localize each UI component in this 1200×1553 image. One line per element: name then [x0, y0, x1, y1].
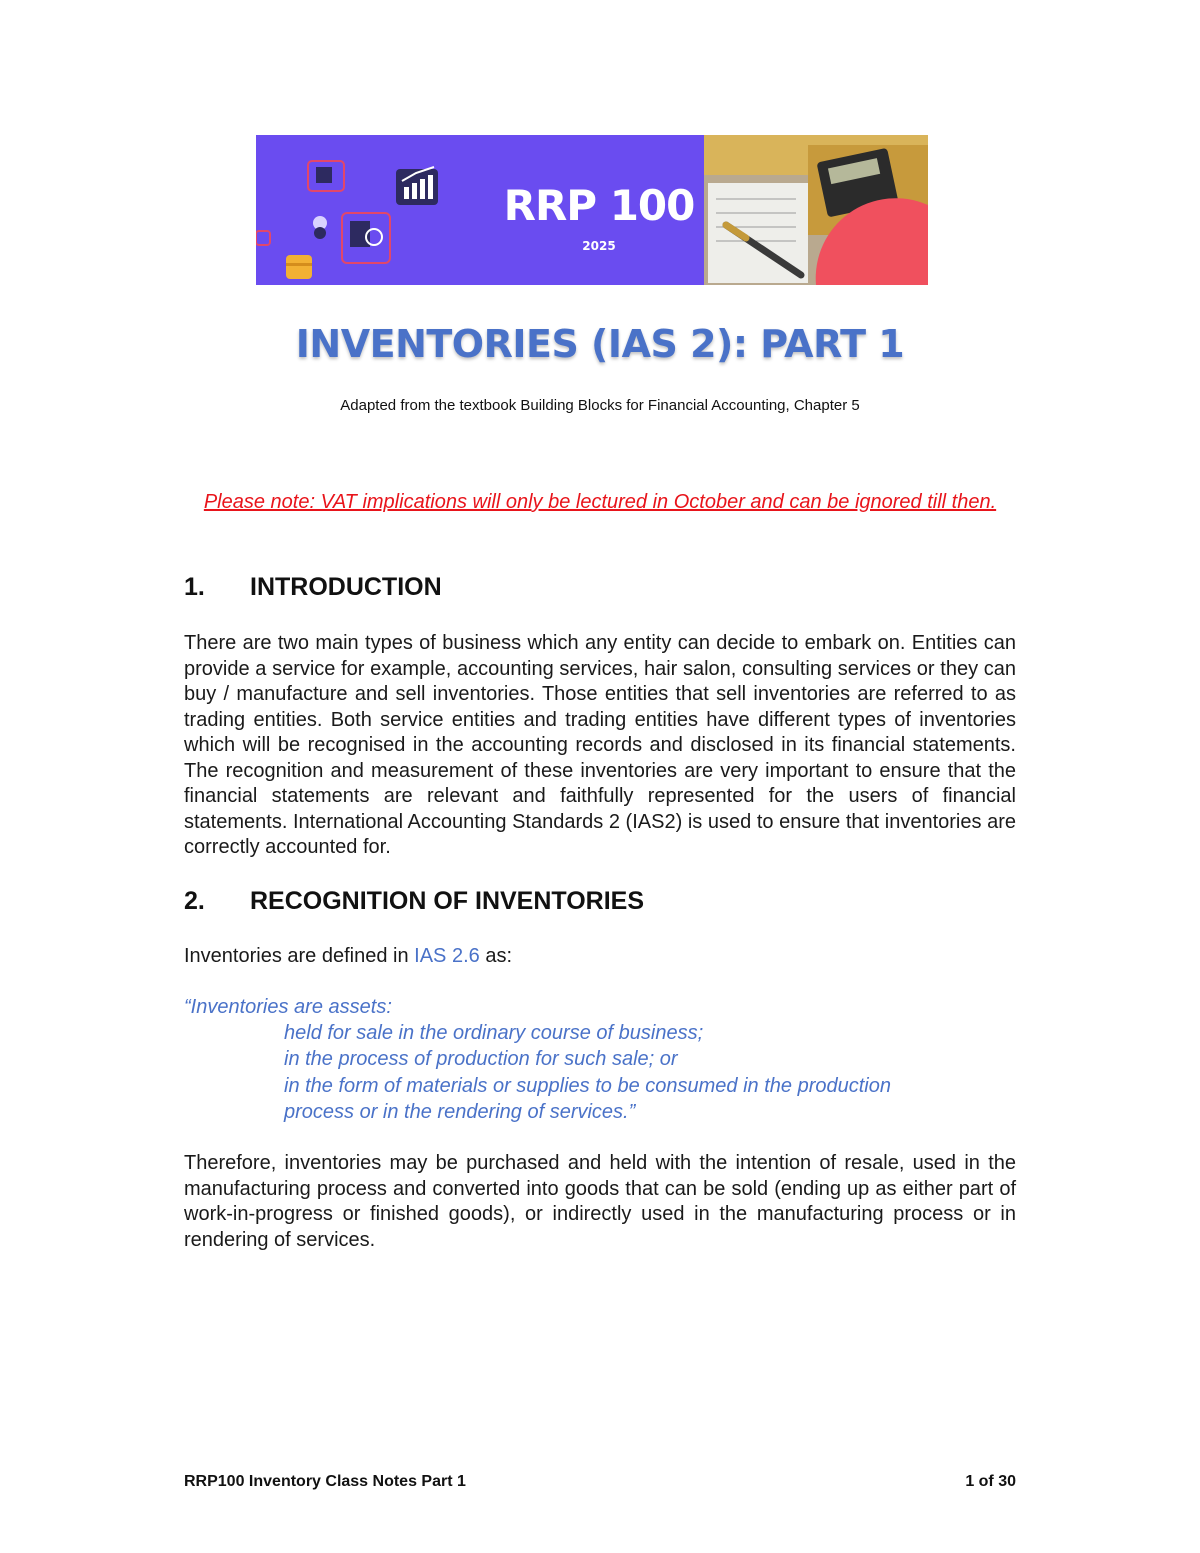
- quote-item: process or in the rendering of services.”: [284, 1101, 636, 1123]
- footer-page-number: 1 of 30: [965, 1473, 1016, 1490]
- quote-item: held for sale in the ordinary course of business;: [284, 1022, 704, 1044]
- vat-note: Please note: VAT implications will only be lectured in October and can be ignored till then.: [203, 491, 997, 513]
- section-1-heading: [184, 573, 442, 602]
- accounting-photo: [704, 135, 928, 285]
- page-title: INVENTORIES (IAS 2): PART 1: [295, 322, 905, 366]
- intro-text-end: as:: [479, 945, 513, 967]
- people-icon: [313, 216, 327, 239]
- introduction-paragraph: There are two main types of business which any entity can decide to embark on. Entities can provide a service for example, accounting services, hair salon, consulting services or they can buy / manufacture and sell inventories. Those entities that sell inventories are referred to as trading entities. Both service entities and trading entities have different types of inventories which will be recognised in the accounting records and disclosed in its financial statements. The recognition and measurement of these inventories are very important to ensure that the financial statements are relevant and faithfully represented for the users of financial statements. International Accounting Standards 2 (IAS2) is used to ensure that inventories are correctly accounted for.: [184, 632, 1016, 858]
- section-number: 1.: [184, 573, 205, 601]
- course-banner: [256, 135, 928, 285]
- therefore-paragraph: Therefore, inventories may be purchased and held with the intention of resale, used in the manufacturing process and converted into goods that can be sold (ending up as either part of work-in-progress or finished goods), or indirectly used in the manufacturing process or in rendering of services.: [184, 1152, 1016, 1251]
- page-subtitle: Adapted from the textbook Building Blocks for Financial Accounting, Chapter 5: [340, 397, 860, 414]
- banner-course-code: RRP 100: [503, 181, 695, 230]
- banner-year: 2025: [582, 239, 616, 253]
- footer-document-name: RRP100 Inventory Class Notes Part 1: [184, 1473, 466, 1490]
- section-2-heading: [184, 887, 644, 916]
- quote-item: in the form of materials or supplies to be consumed in the production: [284, 1075, 891, 1097]
- ias-reference-link[interactable]: IAS 2.6: [414, 945, 480, 967]
- quote-item: in the process of production for such sale; or: [284, 1048, 678, 1070]
- section-title: INTRODUCTION: [250, 573, 442, 601]
- coins-icon: [286, 255, 312, 279]
- bar-chart-icon: [396, 167, 438, 205]
- section-title: RECOGNITION OF INVENTORIES: [250, 887, 645, 915]
- definition-intro: [184, 944, 1016, 970]
- intro-text: Inventories are defined in: [184, 945, 415, 967]
- section-number: 2.: [184, 887, 205, 915]
- quote-lead: “Inventories are assets:: [184, 996, 392, 1018]
